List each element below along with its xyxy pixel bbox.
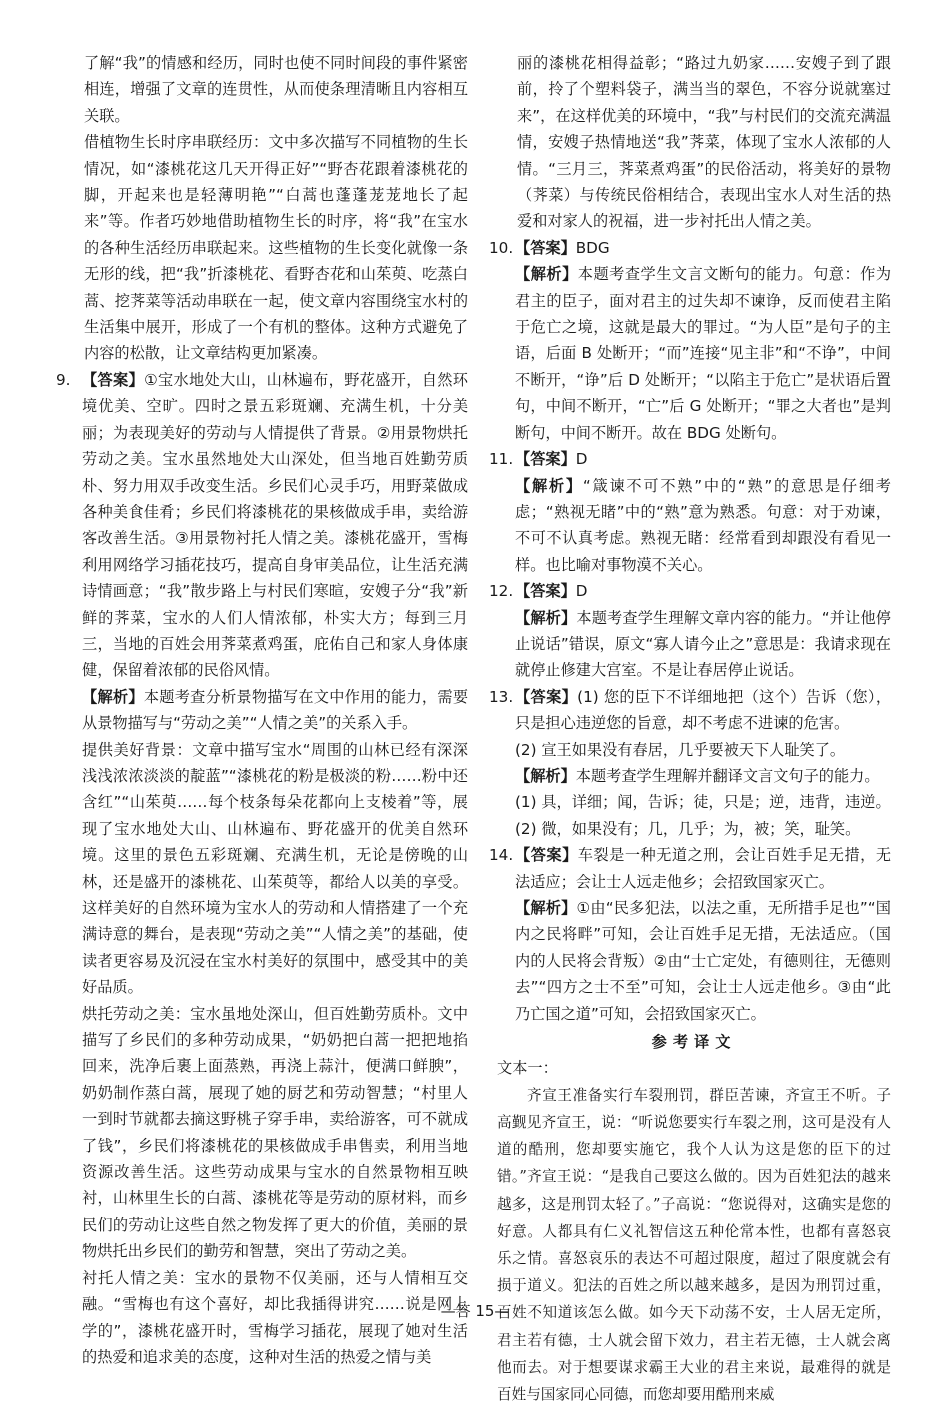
reference-translation-title: 参考译文	[651, 1033, 737, 1052]
analysis	[515, 605, 891, 684]
question-body	[515, 446, 891, 578]
answer-text: ①宝水地处大山，山林遍布，野花盛开，自然环境优美、空旷。四时之景五彩斑斓、充满生机，十分美丽；为表现美好的劳动与人情提供了背景。②用景物烘托劳动之美。宝水虽然地处大山深处，但当地百姓勤劳质朴、努力用双手改变生活。乡民们心灵手巧，用野菜做成各种美食佳肴；乡民们将漆桃花的果核做成手串，卖给游客改善生活。③用景物衬托人情之美。漆桃花盛开，雪梅利用网络学习插花技巧，提高自身审美品位，让生活充满诗情画意；“我”散步路上与村民们寒暄，安嫂子分“我”新鲜的荠菜，宝水的人们人情浓郁，朴实大方；每到三月三，当地的百姓会用荠菜煮鸡蛋，庇佑自己和家人身体康健，保留着浓郁的民俗风情。	[82, 370, 468, 680]
answer-text: (1) 您的臣下不详细地把（这个）告诉（您），只是担心违逆您的旨意，却不考虑不进谏的危害。	[515, 687, 892, 733]
answer	[515, 842, 891, 895]
question-number: 10.	[489, 238, 514, 257]
analysis-text: ①由“民多犯法，以法之重，无所措手足也”“国内之民将畔”可知，会让百姓手足无措，无法适应。（国内的人民将会背叛）②由“士亡定处，有德则往，无德则去”“四方之士不至”可知，会让士人远走他乡。③由“此乃亡国之道”可知，会招致国家灭亡。	[515, 899, 891, 1023]
analysis	[82, 684, 468, 737]
analysis-text: “箴谏不可不熟”中的“熟”的意思是仔细考虑；“熟视无睹”中的“熟”意为熟悉。句意：对于劝谏，不可不认真考虑。熟视无睹：经常看到却跟没有看见一样。也比喻对事物漠不关心。	[515, 476, 891, 574]
question-13	[489, 684, 892, 842]
question-12	[489, 578, 891, 684]
paragraph: 丽的漆桃花相得益彰；“路过九奶家……安嫂子到了跟前，拎了个塑料袋子，满当当的翠色，不容分说就塞过来”，在这样优美的环境中，“我”与村民们的交流充满温情，安嫂子热情地送“我”荠菜，体现了宝水人浓郁的人情。“三月三，荠菜煮鸡蛋”的民俗活动，将美好的景物（荠菜）与传统民俗相结合，表现出宝水人对生活的热爱和对家人的祝福，进一步衬托出人情之美。	[517, 54, 891, 231]
question-number: 14.	[489, 846, 514, 865]
left-column	[56, 50, 469, 1370]
analysis-tag: 【解析】	[515, 476, 583, 495]
analysis-tag: 【解析】	[515, 899, 577, 917]
question-number: 11.	[489, 450, 514, 469]
analysis-text: 本题考查学生理解文章内容的能力。“并让他停止说话”错误，原文“寡人请今止之”意思是：我请求现在就停止修建大宫室。不是让春居停止说话。	[515, 608, 891, 680]
analysis-tag: 【解析】	[515, 766, 576, 785]
page-number: —答 15—	[440, 1302, 510, 1320]
question-11	[489, 446, 891, 578]
question-14	[489, 842, 891, 1027]
answer-tag: 【答案】	[515, 846, 578, 865]
analysis	[515, 763, 891, 789]
question-body	[515, 842, 891, 1027]
question-body	[515, 235, 891, 446]
question-number: 9.	[56, 370, 71, 389]
question-10	[489, 235, 891, 446]
paragraph: 借植物生长时序串联经历：文中多次描写不同植物的生长情况，如“漆桃花这几天开得正好”“野杏花跟着漆桃花的脚，开起来也是轻薄明艳”“白蒿也蓬蓬茏茏地长了起来”等。作者巧妙地借助植物生长的时序，将“我”在宝水的各种生活经历串联起来。这些植物的生长变化就像一条无形的线，把“我”折漆桃花、看野杏花和山茱萸、吃蒸白蒿、挖荠菜等活动串联在一起，使文章内容围绕宝水村的生活集中展开，形成了一个有机的整体。这种方式避免了内容的松散，让文章结构更加紧凑。	[84, 133, 468, 363]
answer	[515, 235, 891, 261]
answer-tag: 【答案】	[515, 450, 576, 469]
analysis-note: (2) 微，如果没有；几，几乎；为，被；笑，耻笑。	[515, 819, 861, 838]
analysis-paragraph: 烘托劳动之美：宝水虽地处深山，但百姓勤劳质朴。文中描写了乡民们的多种劳动成果，“奶奶把白蒿一把把地掐回来，洗净后裹上面蒸熟，再浇上蒜汁，便满口鲜腴”，奶奶制作蒸白蒿，展现了她的厨艺和劳动智慧；“村里人一到时节就都去摘这野桃子穿手串，卖给游客，可不就成了钱”，乡民们将漆桃花的果核做成手串售卖，利用当地资源改善生活。这些劳动成果与宝水的自然景物相互映衬，山林里生长的白蒿、漆桃花等是劳动的原材料，而乡民们的劳动让这些自然之物发挥了更大的价值，美丽的景物烘托出乡民们的勤劳和智慧，突出了劳动之美。	[82, 1004, 468, 1261]
answer-tag: 【答案】	[515, 582, 576, 601]
answer-tag: 【答案】	[82, 370, 145, 389]
answer-tag: 【答案】	[515, 238, 576, 257]
analysis-text: 本题考查分析景物描写在文中作用的能力，需要从景物描写与“劳动之美”“人情之美”的关系入手。	[82, 687, 469, 733]
question-number: 12.	[489, 582, 514, 601]
analysis-text: 本题考查学生文言文断句的能力。句意：作为君主的臣子，面对君主的过失却不谏诤，反而使君主陷于危亡之境，这就是最大的罪过。“为人臣”是句子的主语，后面 B 处断开；“而”连接“见主非”和“不诤”，中间不断开，“诤”后 D 处断开；“以陷主于危亡”是状语后置句，中间不断开，“亡”后 G 处断开；“罪之大者也”是判断句，中间不断开。故在 BDG 处断句。	[515, 265, 891, 442]
analysis-paragraph: 提供美好背景：文章中描写宝水“周围的山林已经有深深浅浅浓浓淡淡的靛蓝”“漆桃花的粉是极淡的粉……粉中还含红”“山茱萸……每个枝条每朵花都向上支棱着”等，展现了宝水地处大山、山林遍布、野花盛开的优美自然环境。这里的景色五彩斑斓、充满生机，无论是傍晚的山林，还是盛开的漆桃花、山茱萸等，都给人以美的享受。这样美好的自然环境为宝水人的劳动和人情搭建了一个充满诗意的舞台，是表现“劳动之美”“人情之美”的基础，使读者更容易及沉浸在宝水村美好的氛围中，感受其中的美好品质。	[82, 740, 468, 997]
analysis	[515, 261, 891, 446]
right-column	[489, 50, 892, 1408]
answer-text: BDG	[575, 238, 610, 257]
analysis	[515, 895, 891, 1027]
analysis-paragraph: 衬托人情之美：宝水的景物不仅美丽，还与人情相互交融。“雪梅也有这个喜好，却比我插得讲究……说是网上学的”，漆桃花盛开时，雪梅学习插花，展现了她对生活的热爱和追求美的态度，这种对生活的热爱之情与美	[82, 1268, 468, 1366]
question-9	[56, 367, 469, 1370]
answer-text: (2) 宣王如果没有春居，几乎要被天下人耻笑了。	[515, 740, 846, 759]
analysis-tag: 【解析】	[82, 687, 144, 706]
text-label: 文本一：	[497, 1059, 558, 1078]
answer	[515, 578, 891, 604]
analysis-note: (1) 具，详细；闻，告诉；徒，只是；逆，违背，违逆。	[515, 793, 891, 812]
analysis-tag: 【解析】	[515, 608, 577, 627]
analysis-tag: 【解析】	[515, 265, 578, 284]
analysis	[515, 473, 891, 579]
answer-tag: 【答案】	[515, 687, 578, 706]
question-body	[515, 684, 891, 842]
answer	[82, 367, 468, 684]
translation-paragraph: 齐宣王准备实行车裂刑罚，群臣苦谏，齐宣王不听。子高觐见齐宣王，说：“听说您要实行车裂之刑，这可是没有人道的酷刑，您却要实施它，我个人认为这是您的臣下的过错。”齐宣王说：“是我自己要这么做的。因为百姓犯法的越来越多，这是刑罚太轻了。”子高说：“您说得对，这确实是您的好意。人都具有仁义礼智信这五种伦常本性，也都有喜怒哀乐之情。喜怒哀乐的表达不可超过限度，超过了限度就会有损于道义。犯法的百姓之所以越来越多，是因为刑罚过重，百姓不知道该怎么做。如今天下动荡不安，士人居无定所，君主若有德，士人就会留下效力，君主若无德，士人就会离他而去。对于想要谋求霸王大业的君主来说，最难得的就是百姓与国家同心同德，而您却要用酷刑来威	[497, 1086, 891, 1404]
question-number: 13.	[489, 687, 514, 706]
answer	[515, 684, 891, 737]
analysis-text: 本题考查学生理解并翻译文言文句子的能力。	[575, 766, 880, 785]
paragraph: 了解“我”的情感和经历，同时也使不同时间段的事件紧密相连，增强了文章的连贯性，从而使条理清晰且内容相互关联。	[84, 54, 468, 125]
question-body	[515, 578, 891, 684]
question-body	[82, 367, 468, 1370]
answer-text: D	[575, 450, 588, 469]
answer	[515, 446, 891, 472]
answer-text: 车裂是一种无道之刑，会让百姓手足无措，无法适应；会让士人远走他乡；会招致国家灭亡。	[515, 846, 891, 891]
answer-text: D	[575, 582, 588, 601]
